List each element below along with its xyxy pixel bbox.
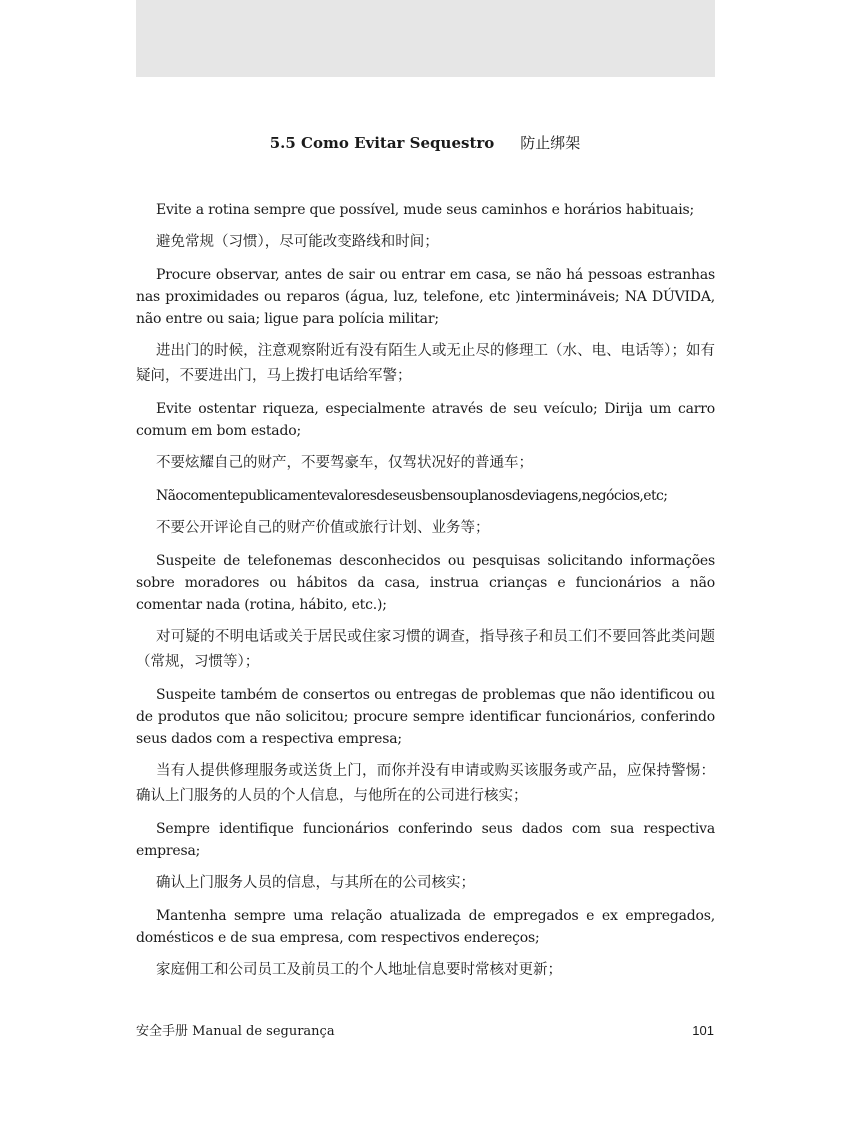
- page-number: 101: [692, 1023, 714, 1038]
- section-title: [0, 132, 850, 153]
- paragraph-zh: 确认上门服务人员的信息，与其所在的公司核实；: [156, 875, 475, 891]
- header-gray-band: [136, 0, 715, 77]
- footer-running-title: [136, 1020, 335, 1039]
- paragraph-pt: Evite a rotina sempre que possível, mude seus caminhos e horários habituais;: [156, 202, 695, 218]
- paragraph-pt: Mantenha sempre uma relação atualizada de empregados e ex empregados, domésticos e de sua empresa, com respectivos endereços;: [136, 908, 715, 946]
- section-title-pt: 5.5 Como Evitar Sequestro: [269, 134, 495, 152]
- footer-title-pt: Manual de segurança: [192, 1024, 335, 1039]
- paragraph-zh: 避免常规（习惯），尽可能改变路线和时间；: [156, 234, 439, 250]
- paragraph-pt: Suspeite também de consertos ou entregas de problemas que não identificou ou de produtos que não solicitou; procure sempre identificar funcionários, conferindo seus dados com a respectiva empresa;: [136, 687, 715, 747]
- paragraph-zh: 家庭佣工和公司员工及前员工的个人地址信息要时常核对更新；: [156, 962, 562, 978]
- paragraph-pt: Procure observar, antes de sair ou entrar em casa, se não há pessoas estranhas nas proximidades ou reparos (água, luz, telefone, etc )intermináveis; NA DÚVIDA, não entre ou saia; ligue para polícia militar;: [136, 267, 715, 327]
- paragraph-pt: Sempre identifique funcionários conferindo seus dados com sua respectiva empresa;: [136, 821, 715, 859]
- section-title-zh: 防止绑架: [520, 134, 581, 152]
- paragraph-zh: 不要炫耀自己的财产，不要驾豪车，仅驾状况好的普通车；: [156, 455, 533, 471]
- paragraph-pt: Nãocomentepublicamentevaloresdeseusbensouplanosdeviagens,negócios,etc;: [156, 488, 668, 504]
- page-body: [136, 199, 715, 983]
- paragraph-zh: 进出门的时候，注意观察附近有没有陌生人或无止尽的修理工（水、电、电话等）；如有疑问，不要进出门，马上拨打电话给军警；: [136, 343, 715, 384]
- paragraph-zh: 当有人提供修理服务或送货上门，而你并没有申请或购买该服务或产品，应保持警惕：确认上门服务的人员的个人信息，与他所在的公司进行核实；: [136, 763, 715, 804]
- paragraph-pt: Suspeite de telefonemas desconhecidos ou pesquisas solicitando informações sobre moradores ou hábitos da casa, instrua crianças e funcionários a não comentar nada (rotina, hábito, etc.);: [136, 553, 715, 613]
- footer-title-zh: 安全手册: [136, 1024, 189, 1039]
- paragraph-pt: Evite ostentar riqueza, especialmente através de seu veículo; Dirija um carro comum em bom estado;: [136, 401, 715, 439]
- paragraph-zh: 对可疑的不明电话或关于居民或住家习惯的调查，指导孩子和员工们不要回答此类问题（常规，习惯等）；: [136, 629, 715, 670]
- paragraph-zh: 不要公开评论自己的财产价值或旅行计划、业务等；: [156, 520, 490, 536]
